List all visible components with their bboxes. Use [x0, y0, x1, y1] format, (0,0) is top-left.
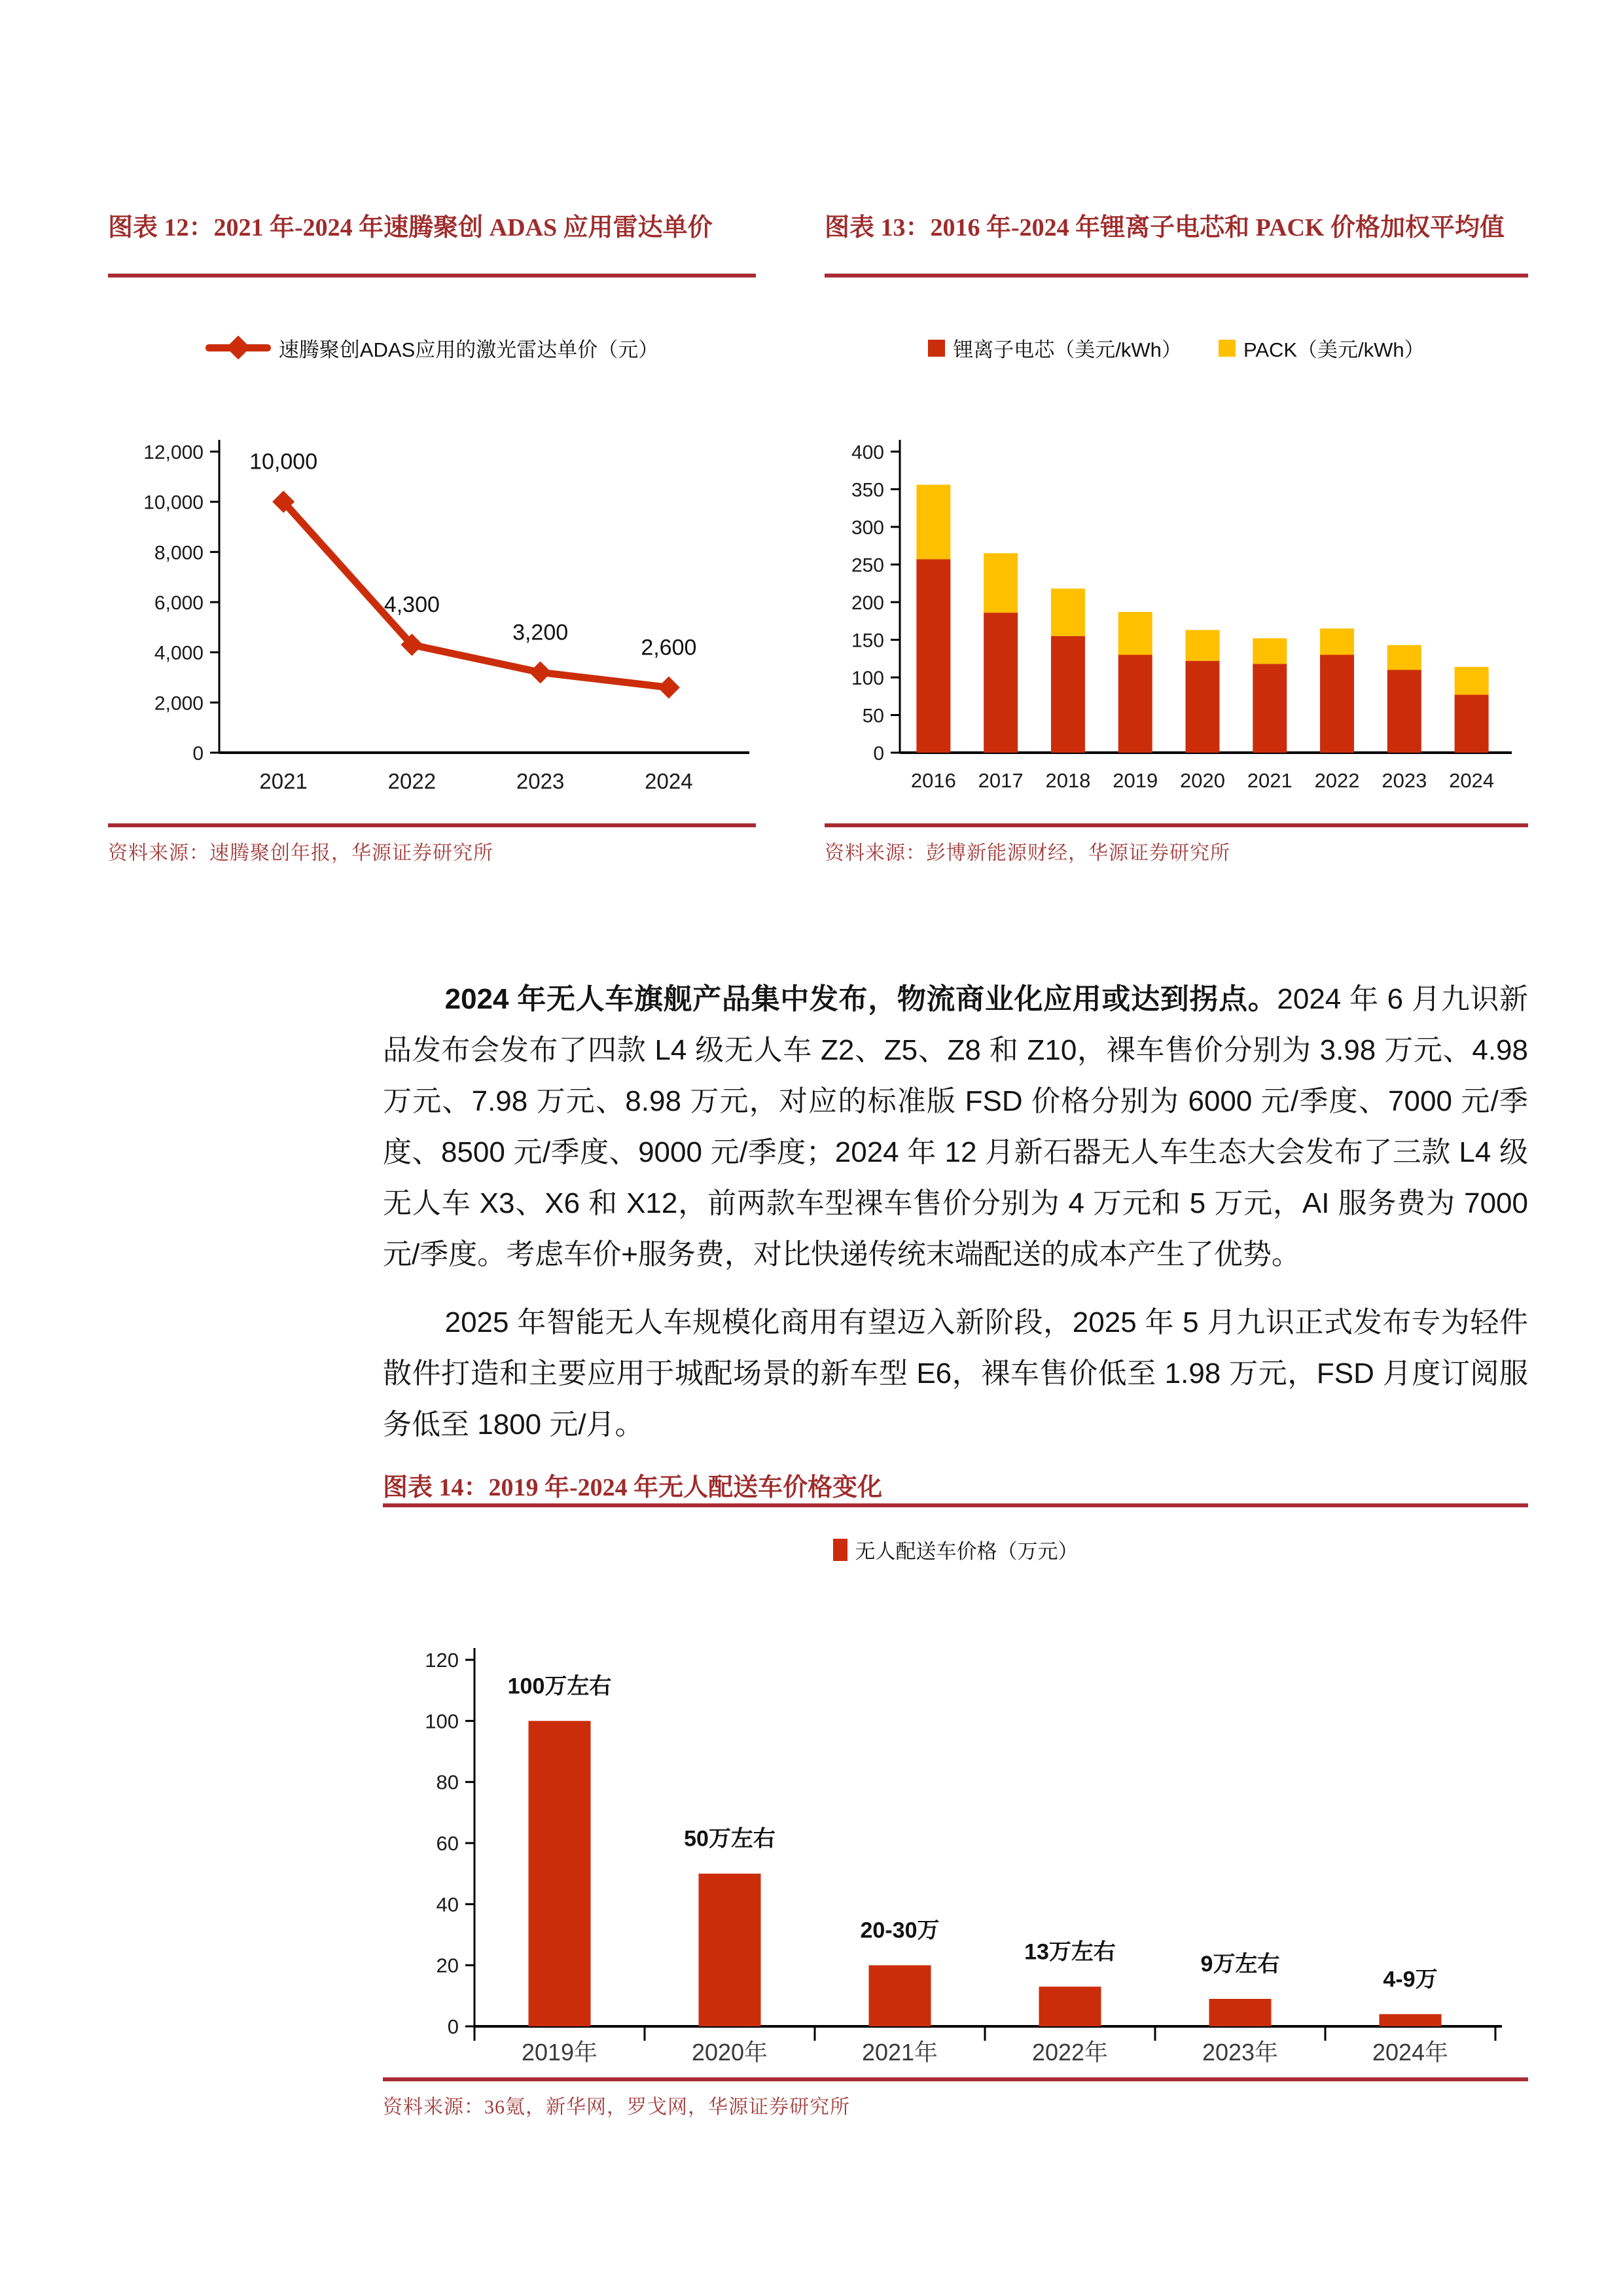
- figure-13-title-rule: [825, 274, 1528, 278]
- bar-pack-2016: [916, 485, 950, 560]
- svg-text:2024: 2024: [1449, 769, 1495, 792]
- svg-text:2023年: 2023年: [1202, 2039, 1279, 2066]
- body-paragraph-1: [383, 974, 1528, 1280]
- svg-text:2023: 2023: [1382, 769, 1427, 792]
- svg-text:2020年: 2020年: [691, 2039, 768, 2066]
- pack-series-swatch-icon: [1219, 340, 1236, 357]
- svg-text:9万左右: 9万左右: [1200, 1952, 1280, 1977]
- svg-text:2019年: 2019年: [521, 2039, 598, 2066]
- price-line: [283, 502, 669, 688]
- y-axis: [143, 440, 219, 764]
- svg-text:100万左右: 100万左右: [507, 1674, 612, 1699]
- svg-text:20: 20: [436, 1954, 459, 1977]
- bar-cell-2017: [984, 613, 1018, 753]
- body-paragraph-2: 2025 年智能无人车规模化商用有望迈入新阶段，2025 年 5 月九识正式发布专为轻件散件打造和主要应用于城配场景的新车型 E6，裸车售价低至 1.98 万元，FSD 月度订阅服务低至 1800 元/月。: [383, 1306, 1528, 1441]
- svg-text:2017: 2017: [978, 769, 1024, 792]
- svg-text:2019: 2019: [1113, 769, 1158, 792]
- bar-2022年: [1039, 1986, 1101, 2026]
- bar-pack-2023: [1387, 645, 1421, 670]
- bar-2019年: [529, 1721, 591, 2026]
- svg-text:2022: 2022: [1314, 769, 1360, 792]
- svg-text:4-9万: 4-9万: [1383, 1967, 1438, 1992]
- figure-14-bottom-rule: [383, 2077, 1528, 2081]
- fig14-plot-area: [383, 1568, 1528, 2066]
- svg-text:2016: 2016: [910, 769, 956, 792]
- svg-text:2023: 2023: [516, 769, 565, 793]
- figure-12-title: 图表 12：2021 年-2024 年速腾聚创 ADAS 应用雷达单价: [108, 214, 713, 242]
- point-marker-2023: [529, 661, 552, 683]
- point-marker-2024: [658, 676, 680, 698]
- figure-13-block: [825, 213, 1528, 865]
- figure-14-legend: [383, 1535, 1528, 1564]
- legend-item: [1219, 333, 1425, 363]
- legend-item: [928, 333, 1182, 363]
- legend-label: 锂离子电芯（美元/kWh）: [953, 338, 1182, 361]
- svg-text:2020: 2020: [1180, 769, 1225, 792]
- svg-text:3,200: 3,200: [512, 620, 569, 645]
- line-diamond-marker-icon: [205, 344, 271, 351]
- svg-text:2022年: 2022年: [1031, 2039, 1109, 2066]
- svg-text:0: 0: [873, 743, 884, 764]
- bar-2023年: [1209, 1999, 1272, 2026]
- y-axis: [851, 440, 900, 764]
- svg-text:12,000: 12,000: [143, 442, 204, 463]
- svg-text:10,000: 10,000: [249, 449, 318, 475]
- figure-12-title-rule: [108, 274, 756, 278]
- bar-cell-2016: [916, 559, 950, 753]
- price-series-swatch-icon: [833, 1539, 847, 1561]
- svg-text:2021年: 2021年: [861, 2039, 938, 2066]
- body-text-block: [383, 974, 1528, 1450]
- svg-text:13万左右: 13万左右: [1024, 1939, 1116, 1965]
- svg-text:2,600: 2,600: [641, 635, 697, 660]
- legend-item: [205, 333, 658, 363]
- bar-cell-2021: [1253, 664, 1287, 753]
- svg-text:0: 0: [192, 743, 204, 764]
- svg-text:400: 400: [851, 442, 884, 463]
- figure-13-bottom-rule: [825, 823, 1528, 827]
- bar-pack-2024: [1455, 667, 1489, 695]
- x-axis-labels: [911, 769, 1494, 792]
- figure-14-block: [383, 1473, 1528, 2119]
- figure-14-title: 图表 14：2019 年-2024 年无人配送车价格变化: [383, 1474, 883, 1501]
- svg-text:50: 50: [862, 705, 884, 727]
- x-axis-labels: [259, 769, 692, 793]
- svg-text:4,300: 4,300: [383, 592, 440, 618]
- svg-text:8,000: 8,000: [154, 542, 204, 564]
- bar-2020年: [699, 1874, 761, 2026]
- x-axis-ticks: [474, 2026, 1495, 2041]
- bar-2021年: [869, 1965, 931, 2026]
- bar-cell-2018: [1051, 636, 1085, 753]
- figure-12-source: 资料来源：速腾聚创年报，华源证券研究所: [108, 842, 493, 864]
- cell-series-swatch-icon: [928, 340, 945, 357]
- figure-12-block: [108, 213, 756, 865]
- figure-13-chart: [825, 367, 1528, 812]
- x-axis-labels: [522, 2039, 1448, 2066]
- fig13-plot-area: [825, 367, 1528, 812]
- bar-pack-2018: [1051, 588, 1085, 636]
- svg-text:2024: 2024: [645, 769, 693, 793]
- svg-text:40: 40: [436, 1893, 459, 1916]
- bar-cell-2019: [1118, 655, 1152, 753]
- svg-text:2022: 2022: [387, 769, 437, 793]
- figure-13-title: 图表 13：2016 年-2024 年锂离子电芯和 PACK 价格加权平均值: [825, 214, 1505, 242]
- svg-text:100: 100: [851, 668, 884, 689]
- paragraph-1-rest: 2024 年 6 月九识新品发布会发布了四款 L4 级无人车 Z2、Z5、Z8 和 Z10，裸车售价分别为 3.98 万元、4.98 万元、7.98 万元、8.98 万元，对应的标准版 FSD 价格分别为 6000 元/季度、7000 元/季度、8500 元/季度、9000 元/季度；2024 年 12 月新石器无人车生态大会发布了三款 L4 级无人车 X3、X6 和 X12，前两款车型裸车售价分别为 4 万元和 5 万元，AI 服务费为 7000 元/季度。考虑车价+服务费，对比快递传统末端配送的成本产生了优势。: [383, 983, 1529, 1270]
- legend-label: PACK（美元/kWh）: [1243, 338, 1425, 361]
- svg-text:80: 80: [436, 1770, 459, 1794]
- svg-text:150: 150: [851, 630, 884, 652]
- svg-text:2024年: 2024年: [1372, 2039, 1449, 2066]
- paragraph-1-lead-bold: 2024 年无人车旗舰产品集中发布，物流商业化应用或达到拐点。: [444, 983, 1277, 1015]
- bar-cell-2022: [1320, 655, 1354, 753]
- svg-text:0: 0: [447, 2015, 459, 2038]
- svg-text:2021: 2021: [1247, 769, 1293, 792]
- figure-14-source: 资料来源：36氪，新华网，罗戈网，华源证券研究所: [383, 2096, 850, 2118]
- bar-pack-2022: [1320, 628, 1354, 655]
- legend-label: 无人配送车价格（万元）: [855, 1540, 1079, 1563]
- figure-12-chart: [108, 367, 756, 812]
- bar-2024年: [1380, 2014, 1442, 2026]
- bar-pack-2021: [1253, 638, 1287, 664]
- bar-cell-2023: [1387, 670, 1421, 753]
- svg-text:50万左右: 50万左右: [684, 1826, 776, 1852]
- svg-text:2,000: 2,000: [154, 692, 204, 715]
- svg-text:60: 60: [436, 1832, 459, 1855]
- svg-text:4,000: 4,000: [154, 642, 204, 664]
- y-axis: [425, 1648, 474, 2038]
- legend-label: 速腾聚创ADAS应用的激光雷达单价（元）: [278, 338, 659, 361]
- svg-text:2021: 2021: [259, 769, 308, 793]
- figure-13-legend: [825, 333, 1528, 363]
- legend-item: [833, 1535, 1079, 1564]
- svg-text:6,000: 6,000: [154, 592, 204, 614]
- svg-text:250: 250: [851, 554, 884, 577]
- svg-text:10,000: 10,000: [143, 492, 204, 514]
- svg-text:100: 100: [425, 1710, 459, 1733]
- figure-12-legend: [108, 333, 756, 363]
- svg-text:120: 120: [425, 1649, 459, 1672]
- bar-cell-2024: [1455, 694, 1489, 753]
- bar-pack-2017: [984, 553, 1018, 613]
- svg-text:2018: 2018: [1045, 769, 1091, 792]
- bar-pack-2020: [1186, 630, 1220, 661]
- fig12-plot-area: [108, 367, 756, 812]
- bar-pack-2019: [1118, 612, 1152, 655]
- figure-14-title-rule: [383, 1503, 1528, 1507]
- figure-13-source: 资料来源：彭博新能源财经，华源证券研究所: [825, 842, 1230, 864]
- svg-text:200: 200: [851, 592, 884, 614]
- figure-14-chart: [383, 1568, 1528, 2066]
- svg-text:20-30万: 20-30万: [860, 1918, 940, 1943]
- svg-text:300: 300: [851, 517, 884, 539]
- bar-cell-2020: [1186, 661, 1220, 753]
- svg-text:350: 350: [851, 479, 884, 501]
- figure-12-bottom-rule: [108, 823, 756, 827]
